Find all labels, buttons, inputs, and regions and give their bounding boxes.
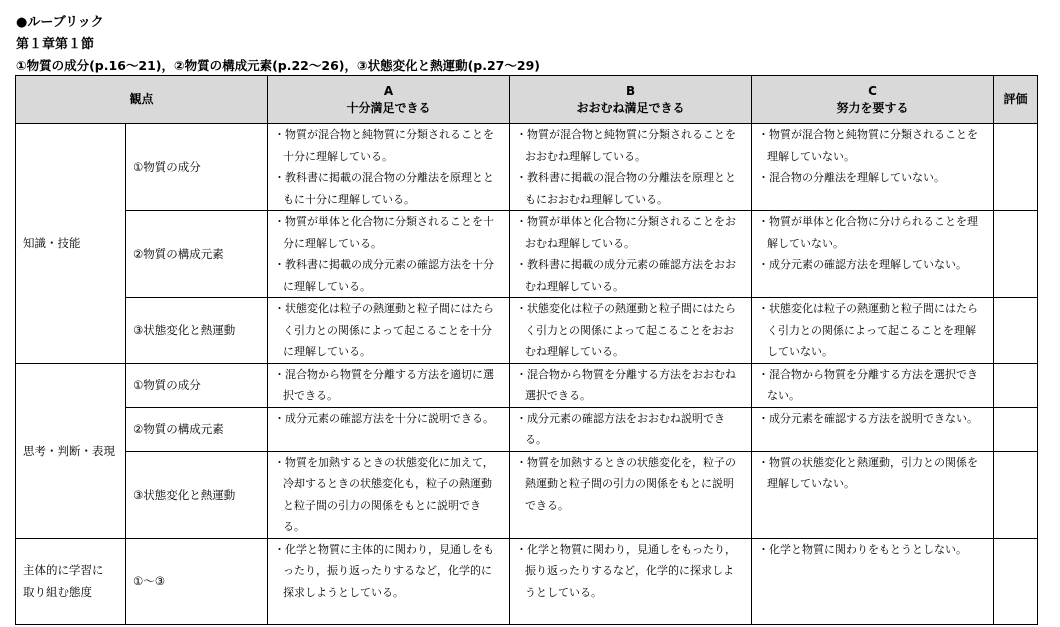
evaluation-cell[interactable] (994, 407, 1038, 451)
cell-level-a (268, 124, 510, 211)
cell-level-b (510, 363, 752, 407)
cell-level-a (268, 538, 510, 624)
evaluation-cell[interactable] (994, 124, 1038, 211)
cell-level-b (510, 407, 752, 451)
cell-level-a (268, 211, 510, 298)
criterion-text: ・混合物から物質を分離する方法を選択できない。 (758, 367, 979, 402)
criterion-text: ・混合物の分離法を理解していない。 (758, 171, 946, 184)
sub-topic: ①物質の成分 (126, 363, 268, 407)
sub-topic: ②物質の構成元素 (126, 407, 268, 451)
criterion-text: ・化学と物質に主体的に関わり，見通しをもったり，振り返ったりするなど，化学的に探求しようとしている。 (274, 542, 495, 599)
table-row (16, 451, 1038, 538)
cell-level-a (268, 363, 510, 407)
rubric-table (15, 75, 1038, 625)
cell-level-c (752, 211, 994, 298)
table-row (16, 124, 1038, 211)
sub-topic: ①物質の成分 (126, 124, 268, 211)
evaluation-cell[interactable] (994, 451, 1038, 538)
criterion-text: ・物質の状態変化と熱運動，引力との関係を理解していない。 (758, 455, 979, 490)
criterion-text: ・物質が単体と化合物に分類されることを十分に理解している。 (274, 215, 495, 250)
criterion-text: ・物質が混合物と純物質に分類されることを理解していない。 (758, 128, 979, 163)
header-level-c (752, 76, 994, 124)
rubric-heading: ●ルーブリック (16, 15, 104, 30)
criterion-text: ・化学と物質に関わり，見通しをもったり，振り返ったりするなど，化学的に探求しようとしている。 (516, 542, 737, 599)
criterion-text: ・成分元素の確認方法を十分に説明できる。 (274, 411, 495, 425)
criterion-text: ・状態変化は粒子の熱運動と粒子間にはたらく引力との関係によって起こることをおおむね理解している。 (516, 302, 737, 358)
cell-level-c (752, 298, 994, 364)
header-level-a (268, 76, 510, 124)
cell-level-b (510, 124, 752, 211)
criterion-text: ・物質が単体と化合物に分類されることをおおむね理解している。 (516, 215, 737, 250)
criterion-text: ・物質を加熱するときの状態変化を，粒子の熱運動と粒子間の引力の関係をもとに説明できる。 (516, 455, 737, 512)
cell-level-c (752, 407, 994, 451)
sub-topic: ①～③ (126, 538, 268, 624)
header-b-label: おおむね満足できる (576, 100, 685, 115)
cell-level-c (752, 451, 994, 538)
criterion-text: ・状態変化は粒子の熱運動と粒子間にはたらく引力との関係によって起こることを十分に理解している。 (274, 302, 495, 358)
cell-level-b (510, 451, 752, 538)
cell-level-a (268, 407, 510, 451)
dimension-line: 主体的に学習に (23, 563, 104, 577)
criterion-text: ・教科書に掲載の成分元素の確認方法をおおむね理解している。 (516, 258, 737, 293)
table-row (16, 407, 1038, 451)
criterion-text: ・教科書に掲載の混合物の分離法を原理とともにおおむね理解している。 (516, 171, 737, 206)
criterion-text: ・教科書に掲載の混合物の分離法を原理とともに十分に理解している。 (274, 171, 495, 206)
evaluation-cell[interactable] (994, 538, 1038, 624)
criterion-text: ・混合物から物質を分離する方法をおおむね選択できる。 (516, 367, 737, 402)
cell-level-a (268, 451, 510, 538)
evaluation-cell[interactable] (994, 298, 1038, 364)
header-row (16, 76, 1038, 124)
header-c-label: 努力を要する (836, 100, 909, 115)
header-a-letter: A (383, 83, 394, 98)
table-row (16, 363, 1038, 407)
cell-level-a (268, 298, 510, 364)
cell-level-b (510, 211, 752, 298)
header-level-b (510, 76, 752, 124)
criterion-text: ・物質が単体と化合物に分けられることを理解していない。 (758, 215, 979, 250)
criterion-text: ・成分元素の確認方法をおおむね説明できる。 (516, 411, 726, 446)
criterion-text: ・成分元素を確認する方法を説明できない。 (758, 411, 979, 425)
sub-topic: ③状態変化と熱運動 (126, 298, 268, 364)
criterion-text: ・混合物から物質を分離する方法を適切に選択できる。 (274, 367, 495, 402)
table-row (16, 538, 1038, 624)
evaluation-cell[interactable] (994, 363, 1038, 407)
cell-level-c (752, 124, 994, 211)
cell-level-b (510, 298, 752, 364)
criterion-text: ・教科書に掲載の成分元素の確認方法を十分に理解している。 (274, 258, 495, 293)
dimension-line: 取り組む態度 (23, 585, 92, 599)
header-b-letter: B (625, 83, 636, 98)
criterion-text: ・物質を加熱するときの状態変化に加えて，冷却するときの状態変化も，粒子の熱運動と粒子間の引力の関係をもとに説明できる。 (274, 455, 494, 533)
chapter-heading: 第１章第１節 (16, 37, 95, 52)
criterion-text: ・化学と物質に関わりをもとうとしない。 (758, 542, 968, 556)
table-row (16, 211, 1038, 298)
header-a-label: 十分満足できる (346, 100, 431, 115)
criterion-text: ・物質が混合物と純物質に分類されることをおおむね理解している。 (516, 128, 737, 163)
sub-topic: ②物質の構成元素 (126, 211, 268, 298)
criterion-text: ・状態変化は粒子の熱運動と粒子間にはたらく引力との関係によって起こることを理解していない。 (758, 302, 979, 358)
dimension-attitude (16, 538, 126, 624)
header-c-letter: C (868, 83, 877, 98)
evaluation-cell[interactable] (994, 211, 1038, 298)
dimension-knowledge: 知識・技能 (16, 124, 126, 364)
cell-level-c (752, 363, 994, 407)
criterion-text: ・物質が混合物と純物質に分類されることを十分に理解している。 (274, 128, 495, 163)
cell-level-b (510, 538, 752, 624)
table-row (16, 298, 1038, 364)
cell-level-c (752, 538, 994, 624)
sub-topic: ③状態変化と熱運動 (126, 451, 268, 538)
topics-heading: ①物質の成分(p.16～21)，②物質の構成元素(p.22～26)，③状態変化と熱運動(p.27～29) (16, 58, 540, 73)
header-viewpoint: 観点 (16, 76, 268, 124)
header-evaluation: 評価 (994, 76, 1038, 124)
dimension-thinking: 思考・判断・表現 (16, 363, 126, 538)
criterion-text: ・成分元素の確認方法を理解していない。 (758, 258, 968, 271)
